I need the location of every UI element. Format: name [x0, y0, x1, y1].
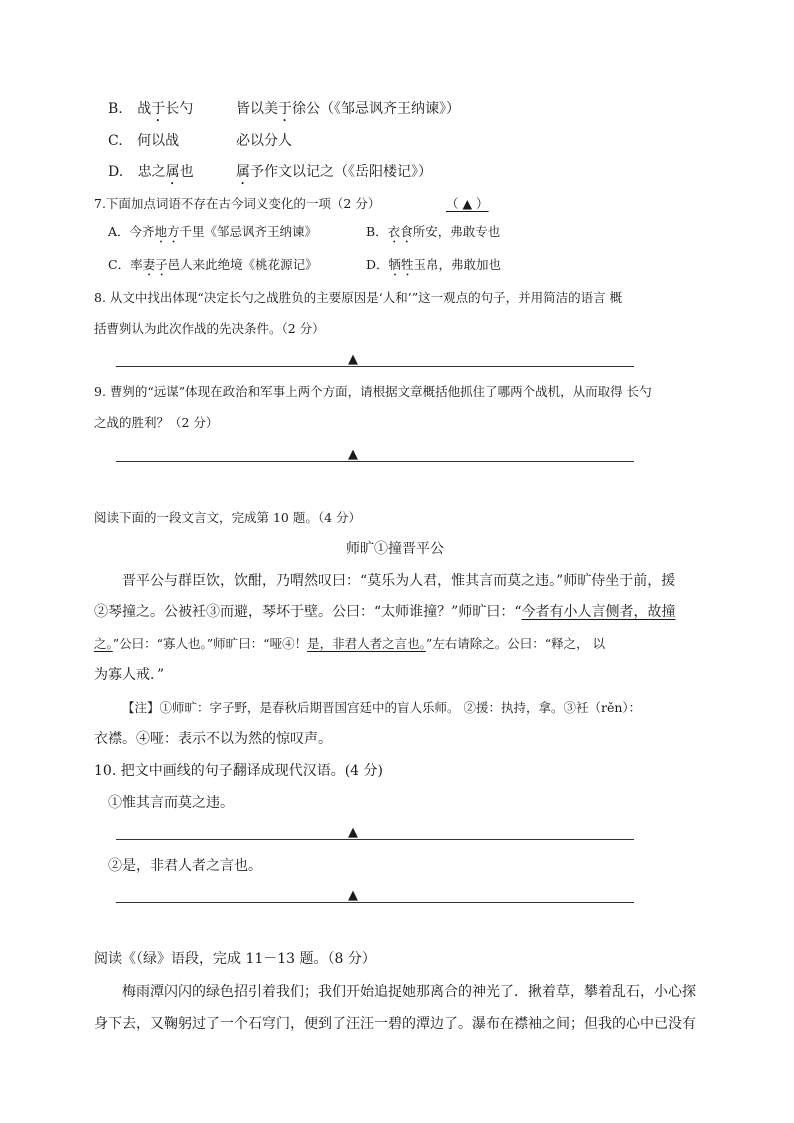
reading3-para2: 身下去，又鞠躬过了一个石穹门，便到了汪汪一碧的潭边了。瀑布在襟袖之间；但我的心中已没有	[94, 1016, 696, 1032]
underlined-sentence: 之。	[94, 636, 113, 651]
reading2-note-line2: 衣襟。④哑：表示不以为然的惊叹声。	[94, 731, 332, 747]
q7-option-d	[366, 256, 501, 279]
underlined-sentence: 是，非君人者之言也。	[307, 636, 426, 651]
option-text: 所安，弗敢专也	[412, 224, 501, 239]
q10-sentence2: ②是，非君人者之言也。	[108, 858, 262, 874]
q7-option-b	[366, 223, 500, 246]
q10-answer-mark-2: ▲	[348, 888, 358, 903]
passage-text: ”公曰：“寡人也。”师旷曰：“哑④！	[112, 636, 308, 651]
option-text: 千里《邹忌讽齐王纳谏》	[179, 224, 318, 239]
option-label: B.	[108, 101, 123, 117]
reading3-intro: 阅读《（绿》语段，完成 11－13 题。（8 分）	[94, 951, 376, 967]
option-text: 玉帛，弗敢加也	[413, 257, 502, 272]
dotted-word: 于	[278, 101, 292, 117]
q6-option-c	[108, 132, 179, 150]
q8-stem-line2: 括曹刿认为此次作战的先决条件。（2 分）	[94, 321, 325, 336]
q9-stem-line2: 之战的胜利？（2 分）	[94, 415, 219, 430]
option-text: 忠之	[137, 164, 166, 180]
dotted-word: 地方	[154, 224, 180, 239]
q8-answer-line	[116, 366, 634, 367]
q10-answer-mark-1: ▲	[348, 825, 358, 840]
q6-option-d	[108, 163, 194, 188]
q9-answer-mark: ▲	[348, 447, 358, 462]
option-text: 长勺	[165, 101, 194, 117]
q7-answer-mark	[446, 195, 489, 213]
q10-sentence1: ①惟其言而莫之违。	[108, 795, 234, 811]
reading3-para1: 梅雨潭闪闪的绿色招引着我们；我们开始追捉她那离合的神光了．揪着草，攀着乱石，小心探	[122, 984, 696, 1000]
q7-option-c	[108, 256, 318, 279]
reading2-para3	[94, 635, 605, 653]
passage-text: ②琴撞之。公被衽③而避，琴坏于壁。公曰：“太师谁撞？”师旷曰：“	[94, 604, 522, 620]
reading2-para1: 晋平公与群臣饮，饮酣，乃喟然叹曰：“莫乐为人君，惟其言而莫之违。”师旷侍坐于前，援	[122, 573, 676, 589]
q10-stem: 10. 把文中画线的句子翻译成现代汉语。(4 分)	[94, 763, 383, 779]
option-text: 皆以美	[236, 101, 278, 117]
dotted-word: 属	[236, 164, 250, 180]
option-label: D.	[108, 164, 124, 180]
dotted-word: 衣食	[387, 224, 413, 239]
dotted-word: 妻子	[142, 257, 168, 272]
option-text: 邑人来此绝境《桃花源记》	[167, 257, 318, 272]
reading2-title: 师旷①撞晋平公	[346, 541, 444, 557]
option-text: A．今齐	[108, 224, 155, 239]
q7-option-a	[108, 223, 317, 246]
passage-text: ”左右请除之。公曰：“释之， 以	[425, 636, 606, 651]
underlined-sentence: 今者有小人言侧者，故撞	[521, 604, 676, 620]
option-label: C.	[108, 133, 123, 149]
q9-stem-line1: 9. 曹刿的“远谋”体现在政治和军事上两个方面，请根据文章概括他抓住了哪两个战机，从而取得 长勺	[94, 384, 652, 399]
q9-answer-line	[116, 461, 634, 462]
q8-stem-line1: 8. 从文中找出体现“决定长勺之战胜负的主要原因是‘人和’”这一观点的句子，并用简洁的语言 概	[94, 290, 623, 305]
option-text: 战	[137, 101, 152, 117]
q6-option-c-right	[236, 132, 292, 150]
reading2-note-line1: 【注】①师旷：字子野，是春秋后期晋国宫廷中的盲人乐师。 ②援：执持，拿。③衽（rěn）：	[122, 700, 642, 715]
dotted-word: 牺牲	[388, 257, 414, 272]
option-text: 必以分人	[236, 133, 292, 149]
reading2-para2	[94, 603, 675, 621]
dotted-word: 于	[151, 101, 166, 117]
reading2-intro: 阅读下面的一段文言文，完成第 10 题。（4 分）	[94, 510, 362, 525]
option-text: B．	[366, 224, 388, 239]
q7-stem	[94, 195, 380, 213]
question-stem: 7.下面加点词语不存在古今词义变化的一项（2 分）	[94, 196, 381, 211]
reading2-para4: 为寡人戒．”	[94, 667, 165, 683]
q10-answer-line-1	[116, 839, 634, 840]
option-text: 也	[179, 164, 194, 180]
option-text: 予作文以记之（《岳阳楼记》）	[250, 164, 432, 180]
option-text: C．率	[108, 257, 143, 272]
q6-option-d-right	[236, 163, 432, 188]
dotted-word: 属	[165, 164, 180, 180]
q6-option-b	[108, 100, 193, 125]
option-text: D．	[366, 257, 389, 272]
q8-answer-mark: ▲	[348, 352, 358, 367]
option-text: 何以战	[137, 133, 180, 149]
answer-blank: （ ▲ ）	[446, 196, 489, 211]
q6-option-b-right	[236, 100, 460, 125]
q10-answer-line-2	[116, 902, 634, 903]
option-text: 徐公（《邹忌讽齐王纳谏》）	[292, 101, 460, 117]
